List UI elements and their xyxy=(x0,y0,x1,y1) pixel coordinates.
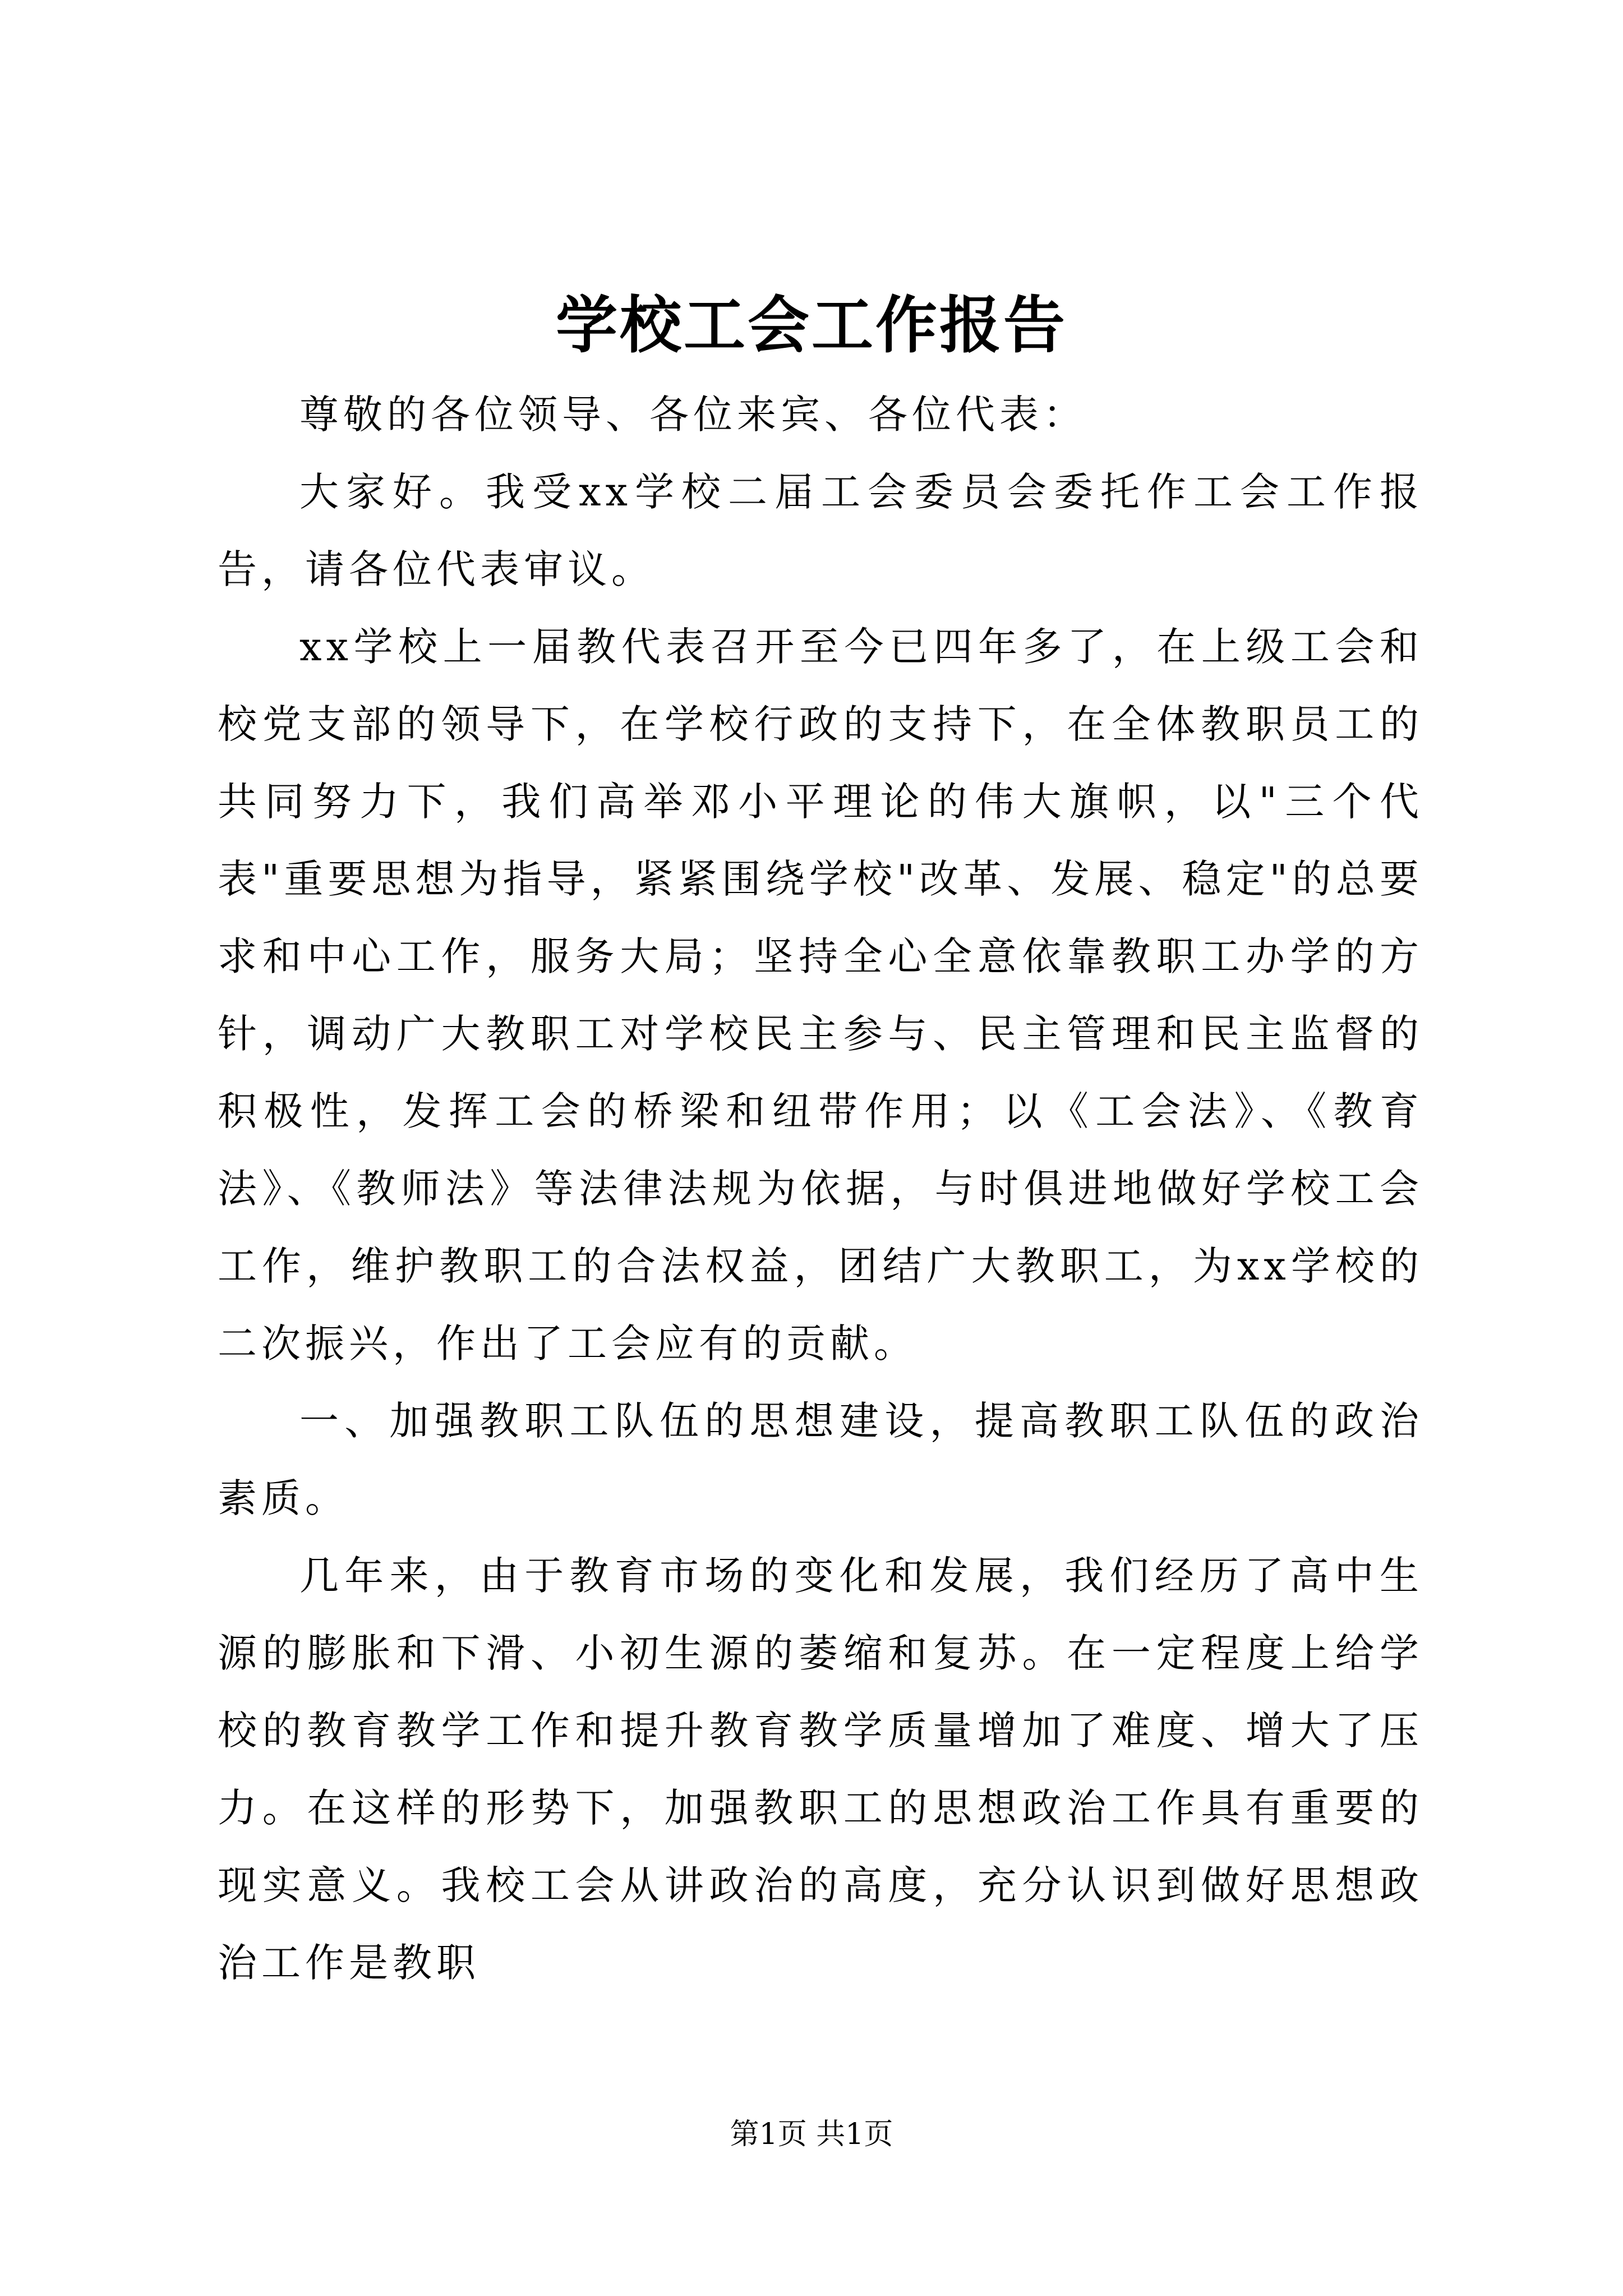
paragraph-section-heading: 一、加强教职工队伍的思想建设，提高教职工队伍的政治素质。 xyxy=(218,1398,1423,1521)
page-footer: 第1页 共1页 xyxy=(730,2118,893,2151)
paragraph-section-body: 几年来，由于教育市场的变化和发展，我们经历了高中生源的膨胀和下滑、小初生源的萎缩和复苏。在一定程度上给学校的教育教学工作和提升教育教学质量增加了难度、增大了压力。在这样的形势下，加强教职工的思想政治工作具有重要的现实意义。我校工会从讲政治的高度，充分认识到做好思想政治工作是教职 xyxy=(218,1553,1423,1986)
paragraph-salutation: 尊敬的各位领导、各位来宾、各位代表： xyxy=(299,392,1087,438)
paragraph-greeting: 大家好。我受xx学校二届工会委员会委托作工会工作报告，请各位代表审议。 xyxy=(218,469,1423,592)
paragraph-overview: xx学校上一届教代表召开至今已四年多了，在上级工会和校党支部的领导下，在学校行政的支持下，在全体教职员工的共同努力下，我们高举邓小平理论的伟大旗帜，以"三个代表"重要思想为指导，紧紧围绕学校"改革、发展、稳定"的总要求和中心工作，服务大局；坚持全心全意依靠教职工办学的方针，调动广大教职工对学校民主参与、民主管理和民主监督的积极性，发挥工会的桥梁和纽带作用；以《工会法》、《教育法》、《教师法》等法律法规为依据，与时俱进地做好学校工会工作，维护教职工的合法权益，团结广大教职工，为xx学校的二次振兴，作出了工会应有的贡献。 xyxy=(218,624,1423,1366)
document-body xyxy=(218,376,1423,2001)
document-title: 学校工会工作报告 xyxy=(556,289,1067,361)
